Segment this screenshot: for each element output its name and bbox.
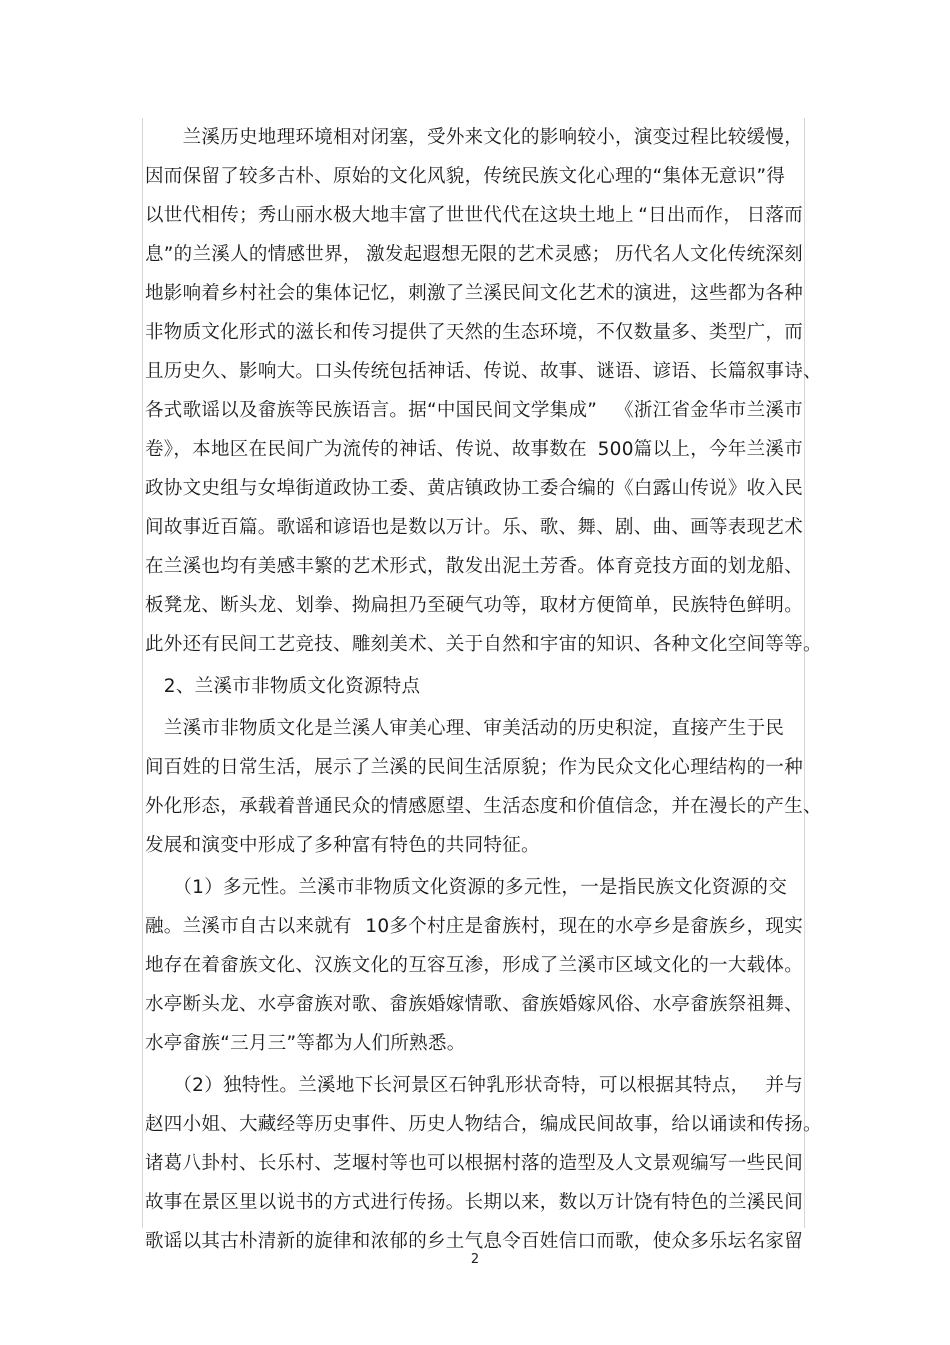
document-body bbox=[145, 118, 822, 1261]
text-segment: 日落而 bbox=[746, 205, 803, 226]
text-segment: 赵四小姐、大藏经等历史事件、 bbox=[145, 1114, 409, 1135]
page-number: 2 bbox=[470, 1252, 480, 1267]
text-line bbox=[145, 1024, 803, 1063]
text-line bbox=[145, 868, 803, 907]
text-segment: 10多个村庄是畲族村，现在的水亭乡是畲族乡，现实 bbox=[365, 916, 803, 937]
text-segment: 水亭畲族“三月三”等都为人们所熟悉。 bbox=[145, 1033, 466, 1054]
text-segment: 生活态度和价值信念， bbox=[483, 796, 672, 817]
text-segment: 历史人物结合， bbox=[408, 1114, 540, 1135]
text-segment: 发展和演变中形成了多种富有特色的共同特征。 bbox=[145, 835, 540, 856]
text-segment: 且历史久、 bbox=[145, 361, 240, 382]
text-segment: 间百姓的日常生活， bbox=[145, 757, 315, 778]
text-segment: （1）多元性。兰溪市非物质文化资源的多元性，一是指民族文化资源的交 bbox=[145, 877, 788, 898]
text-frame-right-border bbox=[804, 118, 805, 1228]
text-segment: 此外还有民间工艺竞技、 bbox=[145, 634, 352, 655]
text-line bbox=[145, 391, 803, 430]
text-line bbox=[145, 274, 803, 313]
text-segment: 长期以来， bbox=[464, 1192, 559, 1213]
paragraph-cultural-environment bbox=[145, 118, 822, 664]
text-segment: 歌谣以其古朴清新的旋律和浓郁的乡土气息令百姓信口而歌， bbox=[145, 1231, 653, 1252]
text-segment: 卷》，本地区在民间广为流传的神话、传说、故事数在 bbox=[145, 439, 587, 460]
paragraph-resource-features bbox=[145, 709, 822, 865]
text-segment: 因而保留了较多古朴、原始的文化风貌，传统民族文化心理的“集体无意识”得 bbox=[145, 166, 786, 187]
text-segment: 《浙江省金华市兰溪市 bbox=[614, 400, 803, 421]
text-segment: 《白露山传说》 bbox=[615, 478, 747, 499]
text-line bbox=[145, 157, 803, 196]
text-segment: 影响大。口头传统包括神话、 bbox=[239, 361, 484, 382]
text-segment: 传说、故事、谜语、谚语、长篇叙事诗、 bbox=[483, 361, 822, 382]
text-segment: 黄店镇政协工委合编的 bbox=[427, 478, 616, 499]
text-line bbox=[145, 1183, 803, 1222]
text-segment: 板凳龙、断头龙、划拳、拗扁担乃至硬气功等，取材方便简单，民族特色鲜明。 bbox=[145, 595, 804, 616]
text-line bbox=[145, 826, 803, 865]
text-segment: 兰溪历史地理环境相对闭塞， bbox=[145, 127, 428, 148]
text-line bbox=[145, 118, 803, 157]
section-heading bbox=[145, 667, 803, 706]
paragraph-uniqueness bbox=[145, 1066, 822, 1261]
text-line bbox=[145, 985, 803, 1024]
text-segment: 以世代相传；秀山丽水极大地丰富了世世代代在这块土地上 bbox=[145, 205, 634, 226]
text-segment: 使众多乐坛名家留 bbox=[652, 1231, 804, 1252]
text-segment: 历代名人文化传统深刻 bbox=[614, 244, 803, 265]
text-segment: 给以诵读和传扬。 bbox=[671, 1114, 822, 1135]
text-line bbox=[145, 748, 803, 787]
text-segment: 作为民众文化心理结构的一种 bbox=[558, 757, 804, 778]
text-segment: 长乐村、芝堰村等也可以根据村落的造型及人文景观编写一些民间 bbox=[257, 1153, 804, 1174]
text-segment: 编成民间故事， bbox=[539, 1114, 672, 1135]
text-segment: 类型广， bbox=[709, 322, 785, 343]
text-segment: 各种文化空间等等。 bbox=[652, 634, 822, 655]
text-segment: 这些都为各种 bbox=[690, 283, 804, 304]
text-segment: 政协文史组与女埠街道政协工委、 bbox=[145, 478, 428, 499]
paragraph-diversity bbox=[145, 868, 803, 1063]
text-line bbox=[145, 586, 803, 625]
text-segment: 地影响着乡村社会的集体记忆， bbox=[145, 283, 409, 304]
text-frame-left-border bbox=[142, 118, 143, 1228]
text-line bbox=[145, 508, 803, 547]
text-segment: 故事在景区里以说书的方式进行传扬。 bbox=[145, 1192, 465, 1213]
text-segment: 数以万计饶有特色的兰溪民间 bbox=[558, 1192, 804, 1213]
text-segment: 非物质文化形式的滋长和传习提供了天然的生态环境， bbox=[145, 322, 597, 343]
text-line bbox=[145, 235, 803, 274]
text-line bbox=[145, 469, 803, 508]
text-line bbox=[145, 1066, 803, 1105]
text-line bbox=[145, 625, 822, 664]
text-segment: 在兰溪也均有美感丰繁的艺术形式，散发出泥土芳香。体育竞技方面的划龙船、 bbox=[145, 556, 804, 577]
text-line bbox=[145, 547, 803, 586]
text-segment: 收入民 bbox=[746, 478, 804, 499]
text-line bbox=[145, 1144, 803, 1183]
text-line bbox=[145, 430, 803, 469]
text-segment: 兰溪市非物质文化是兰溪人审美心理、审美活动的历史积淀，直接产生于民 bbox=[145, 718, 785, 739]
text-line bbox=[145, 946, 803, 985]
text-segment: 激发起遐想无限的艺术灵感； bbox=[366, 244, 611, 265]
text-segment: 演变过程比较缓慢， bbox=[633, 127, 804, 148]
text-line bbox=[145, 709, 803, 748]
text-segment: （2）独特性。兰溪地下长河景区石钟乳形状奇特，可以根据其特点， bbox=[145, 1075, 750, 1096]
text-line bbox=[145, 787, 822, 826]
text-segment: 并在漫长的产生、 bbox=[671, 796, 822, 817]
text-segment: 诸葛八卦村、 bbox=[145, 1153, 258, 1174]
text-segment: 外化形态，承载着普通民众的情感愿望、 bbox=[145, 796, 484, 817]
section-heading-text: 2、兰溪市非物质文化资源特点 bbox=[145, 676, 421, 697]
text-segment: 受外来文化的影响较小， bbox=[427, 127, 634, 148]
text-segment: 而 bbox=[784, 322, 804, 343]
text-segment: 并与 bbox=[765, 1075, 803, 1096]
text-segment: 间故事近百篇。歌谣和谚语也是数以万计。乐、歌、舞、剧、曲、画等表现艺术 bbox=[145, 517, 804, 538]
text-segment: 地存在着畲族文化、汉族文化的互容互渗，形成了兰溪市区域文化的一大载体。 bbox=[145, 955, 804, 976]
text-segment: 息”的兰溪人的情感世界， bbox=[145, 244, 362, 265]
text-segment: 雕刻美术、关于自然和宇宙的知识、 bbox=[351, 634, 653, 655]
text-segment: 水亭断头龙、水亭畲族对歌、畲族婚嫁情歌、畲族婚嫁风俗、水亭畲族祭祖舞、 bbox=[145, 994, 804, 1015]
text-line bbox=[145, 196, 803, 235]
text-segment: 融。兰溪市自古以来就有 bbox=[145, 916, 352, 937]
text-segment: 不仅数量多、 bbox=[596, 322, 710, 343]
text-line bbox=[145, 1105, 822, 1144]
text-segment: 展示了兰溪的民间生活原貌； bbox=[314, 757, 559, 778]
text-line bbox=[145, 313, 803, 352]
text-line bbox=[145, 907, 803, 946]
text-segment: 各式歌谣以及畲族等民族语言。据“中国民间文学集成” bbox=[145, 400, 598, 421]
text-line bbox=[145, 352, 822, 391]
text-segment: “日出而作， bbox=[638, 205, 743, 226]
text-segment: 刺激了兰溪民间文化艺术的演进， bbox=[408, 283, 691, 304]
text-segment: 500篇以上，今年兰溪市 bbox=[597, 439, 803, 460]
